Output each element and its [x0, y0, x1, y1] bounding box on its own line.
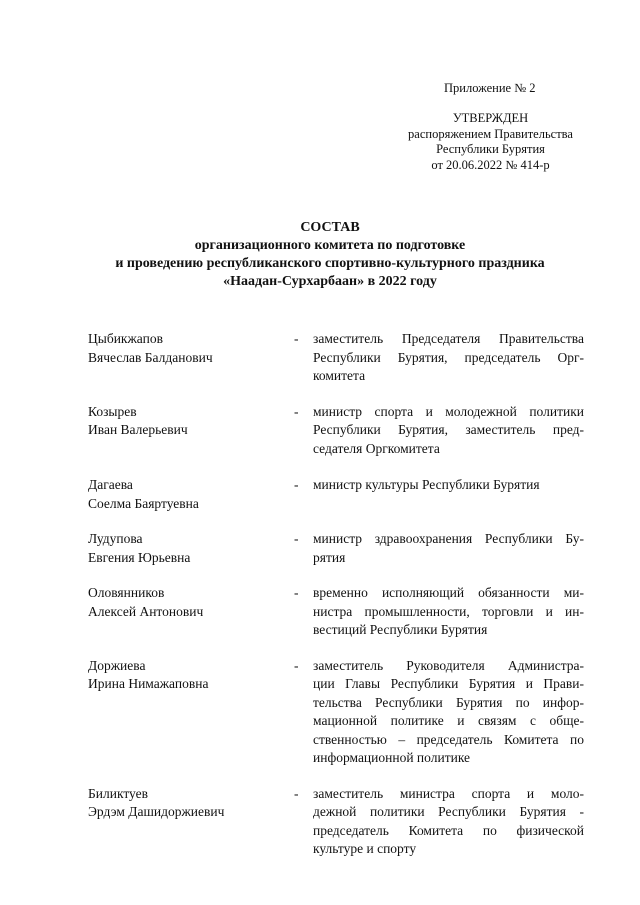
member-row	[88, 785, 584, 859]
member-name	[88, 584, 288, 640]
member-name	[88, 785, 288, 859]
role-line: культуре и спорту	[313, 841, 417, 856]
member-role	[313, 330, 584, 386]
member-surname: Биликтуев	[88, 785, 148, 801]
document-title	[80, 219, 580, 291]
member-name	[88, 330, 288, 386]
committee-members-list	[88, 330, 584, 859]
role-line: министр спорта и молодежной политики	[313, 403, 584, 419]
title-line-2: и проведению республиканского спортивно-культурного праздника	[115, 256, 545, 271]
role-line: Республики Бурятия, заместитель пред-	[313, 422, 584, 437]
member-name	[88, 403, 288, 459]
member-given-name: Иван Валерьевич	[88, 422, 188, 437]
member-given-name: Эрдэм Дашидоржиевич	[88, 804, 225, 819]
approval-date-number: от 20.06.2022 № 414-р	[431, 157, 550, 172]
member-given-name: Алексей Антонович	[88, 603, 204, 619]
role-line: вестиций Республики Бурятия	[313, 622, 488, 637]
role-line: нистра промышленности, торговли и ин-	[313, 603, 584, 619]
member-role	[313, 530, 584, 567]
member-surname: Лудупова	[88, 531, 143, 546]
appendix-label: Приложение № 2	[444, 81, 536, 95]
role-line: дежной политики Республики Бурятия -	[313, 804, 584, 819]
title-line-1: организационного комитета по подготовке	[194, 238, 466, 253]
role-line: заместитель министра спорта и моло-	[313, 785, 584, 801]
role-line: мационной политике и связям с обще-	[313, 713, 584, 728]
member-row	[88, 476, 584, 513]
member-role	[313, 403, 584, 459]
role-line: ственностью – председатель Комитета по	[313, 731, 584, 747]
member-role	[313, 785, 584, 859]
role-line: ции Главы Республики Бурятия и Прави-	[313, 676, 584, 691]
approval-order: распоряжением Правительства	[408, 126, 573, 141]
title-line-3: «Наадан-Сурхарбаан» в 2022 году	[223, 274, 437, 289]
member-surname: Доржиева	[88, 657, 146, 673]
member-role	[313, 476, 584, 513]
member-role	[313, 584, 584, 640]
member-dash: -	[294, 403, 299, 419]
role-line: временно исполняющий обязанности ми-	[313, 585, 584, 600]
member-row	[88, 403, 584, 459]
member-role	[313, 657, 584, 768]
role-line: комитета	[313, 368, 366, 383]
approval-title: УТВЕРЖДЕН	[452, 111, 529, 125]
role-line: тельства Республики Бурятия по инфор-	[313, 694, 584, 710]
role-line: заместитель Руководителя Администра-	[313, 657, 584, 673]
member-dash: -	[294, 785, 299, 801]
member-dash: -	[294, 657, 299, 673]
approval-republic: Республики Бурятия	[436, 142, 545, 156]
member-row	[88, 530, 584, 567]
member-name	[88, 476, 288, 513]
member-surname: Козырев	[88, 403, 137, 419]
member-surname: Дагаева	[88, 477, 133, 492]
member-dash: -	[294, 531, 299, 546]
member-name	[88, 657, 288, 768]
role-line: Республики Бурятия, председатель Орг-	[313, 349, 584, 365]
role-line: министр здравоохранения Республики Бу-	[313, 531, 584, 546]
role-line: седателя Оргкомитета	[313, 440, 440, 456]
member-dash: -	[294, 585, 299, 600]
member-row	[88, 584, 584, 640]
member-given-name: Соелма Баяртуевна	[88, 495, 199, 511]
title-main: СОСТАВ	[300, 220, 360, 235]
role-line: председатель Комитета по физической	[313, 822, 584, 838]
role-line: рятия	[313, 549, 346, 565]
member-surname: Оловянников	[88, 585, 165, 600]
member-dash: -	[294, 331, 299, 346]
member-given-name: Евгения Юрьевна	[88, 549, 191, 565]
member-row	[88, 657, 584, 768]
member-given-name: Ирина Нимажаповна	[88, 676, 209, 691]
member-dash: -	[294, 477, 299, 492]
approval-stamp	[398, 111, 583, 173]
role-line: министр культуры Республики Бурятия	[313, 477, 540, 492]
member-row	[88, 330, 584, 386]
member-name	[88, 530, 288, 567]
role-line: заместитель Председателя Правительства	[313, 331, 584, 346]
member-given-name: Вячеслав Балданович	[88, 349, 213, 365]
role-line: информационной политике	[313, 750, 471, 765]
member-surname: Цыбикжапов	[88, 331, 163, 346]
